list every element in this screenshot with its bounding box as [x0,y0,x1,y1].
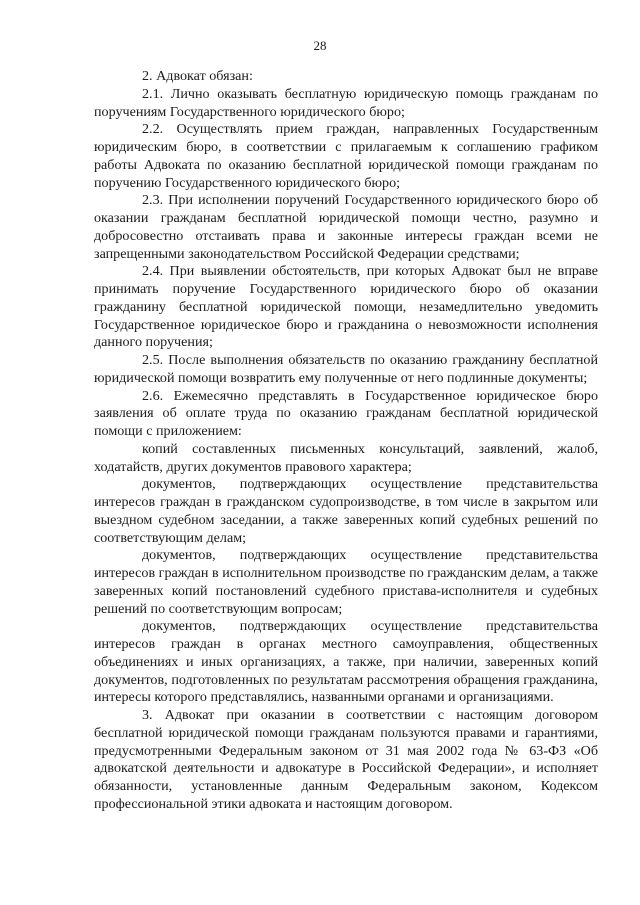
paragraph-2-4: 2.4. При выявлении обстоятельств, при которых Адвокат был не вправе принимать поручение Государственного юридического бюро об оказании гражданину бесплатной юридической помощи, незамедлительно уведомить Государственное юридическое бюро и гражданина о невозможности исполнения данного поручения; [94,263,598,351]
attachment-item-consultations: копий составленных письменных консультаций, заявлений, жалоб, ходатайств, других документов правового характера; [94,440,598,475]
paragraph-2-1: 2.1. Лично оказывать бесплатную юридическую помощь гражданам по поручениям Государственного юридического бюро; [94,85,598,120]
paragraph-2-5: 2.5. После выполнения обязательств по оказанию гражданину бесплатной юридической помощи возвратить ему полученные от него подлинные документы; [94,352,598,386]
paragraph-2-6: 2.6. Ежемесячно представлять в Государственное юридическое бюро заявления об оплате труда по оказанию гражданам бесплатной юридической помощи с приложением: [94,387,598,439]
attachment-item-enforcement-proceedings: документов, подтверждающих осуществление представительства интересов граждан в исполнительном производстве по гражданским делам, а также заверенных копий постановлений судебного пристава-исполнителя и судебных решений по соответствующим вопросам; [94,547,598,617]
paragraph-3: 3. Адвокат при оказании в соответствии с настоящим договором бесплатной юридической помощи гражданам пользуются правами и гарантиями, предусмотренными Федеральным законом от 31 мая 2002 года № 63-ФЗ «Об адвокатской деятельности и адвокатуре в Российской Федерации», и исполняет обязанности, установленные данным Федеральным законом, Кодексом профессиональной этики адвоката и настоящим договором. [94,707,598,812]
paragraph-2-2: 2.2. Осуществлять прием граждан, направленных Государственным юридическим бюро, в соответствии с прилагаемым к соглашению графиком работы Адвоката по оказанию бесплатной юридической помощи гражданам по поручению Государственного юридического бюро; [94,121,598,191]
page-number: 28 [313,38,327,53]
paragraph-2-3: 2.3. При исполнении поручений Государственного юридического бюро об оказании гражданам бесплатной юридической помощи честно, разумно и добросовестно отстаивать права и законные интересы граждан всеми не запрещенными законодательством Российской Федерации средствами; [94,192,598,262]
attachment-item-local-government: документов, подтверждающих осуществление представительства интересов граждан в органах местного самоуправления, общественных объединениях и иных организациях, а также, при наличии, заверенных копий документов, подготовленных по результатам рассмотрения обращения гражданина, интересы которого представлялись, названными органами и организациями. [94,618,598,706]
document-body [94,68,598,814]
paragraph-2: 2. Адвокат обязан: [142,68,253,84]
attachment-item-civil-proceedings: документов, подтверждающих осуществление представительства интересов граждан в гражданском судопроизводстве, в том числе в закрытом или выездном судебном заседании, а также заверенных копий судебных решений по соответствующим делам; [94,476,598,546]
